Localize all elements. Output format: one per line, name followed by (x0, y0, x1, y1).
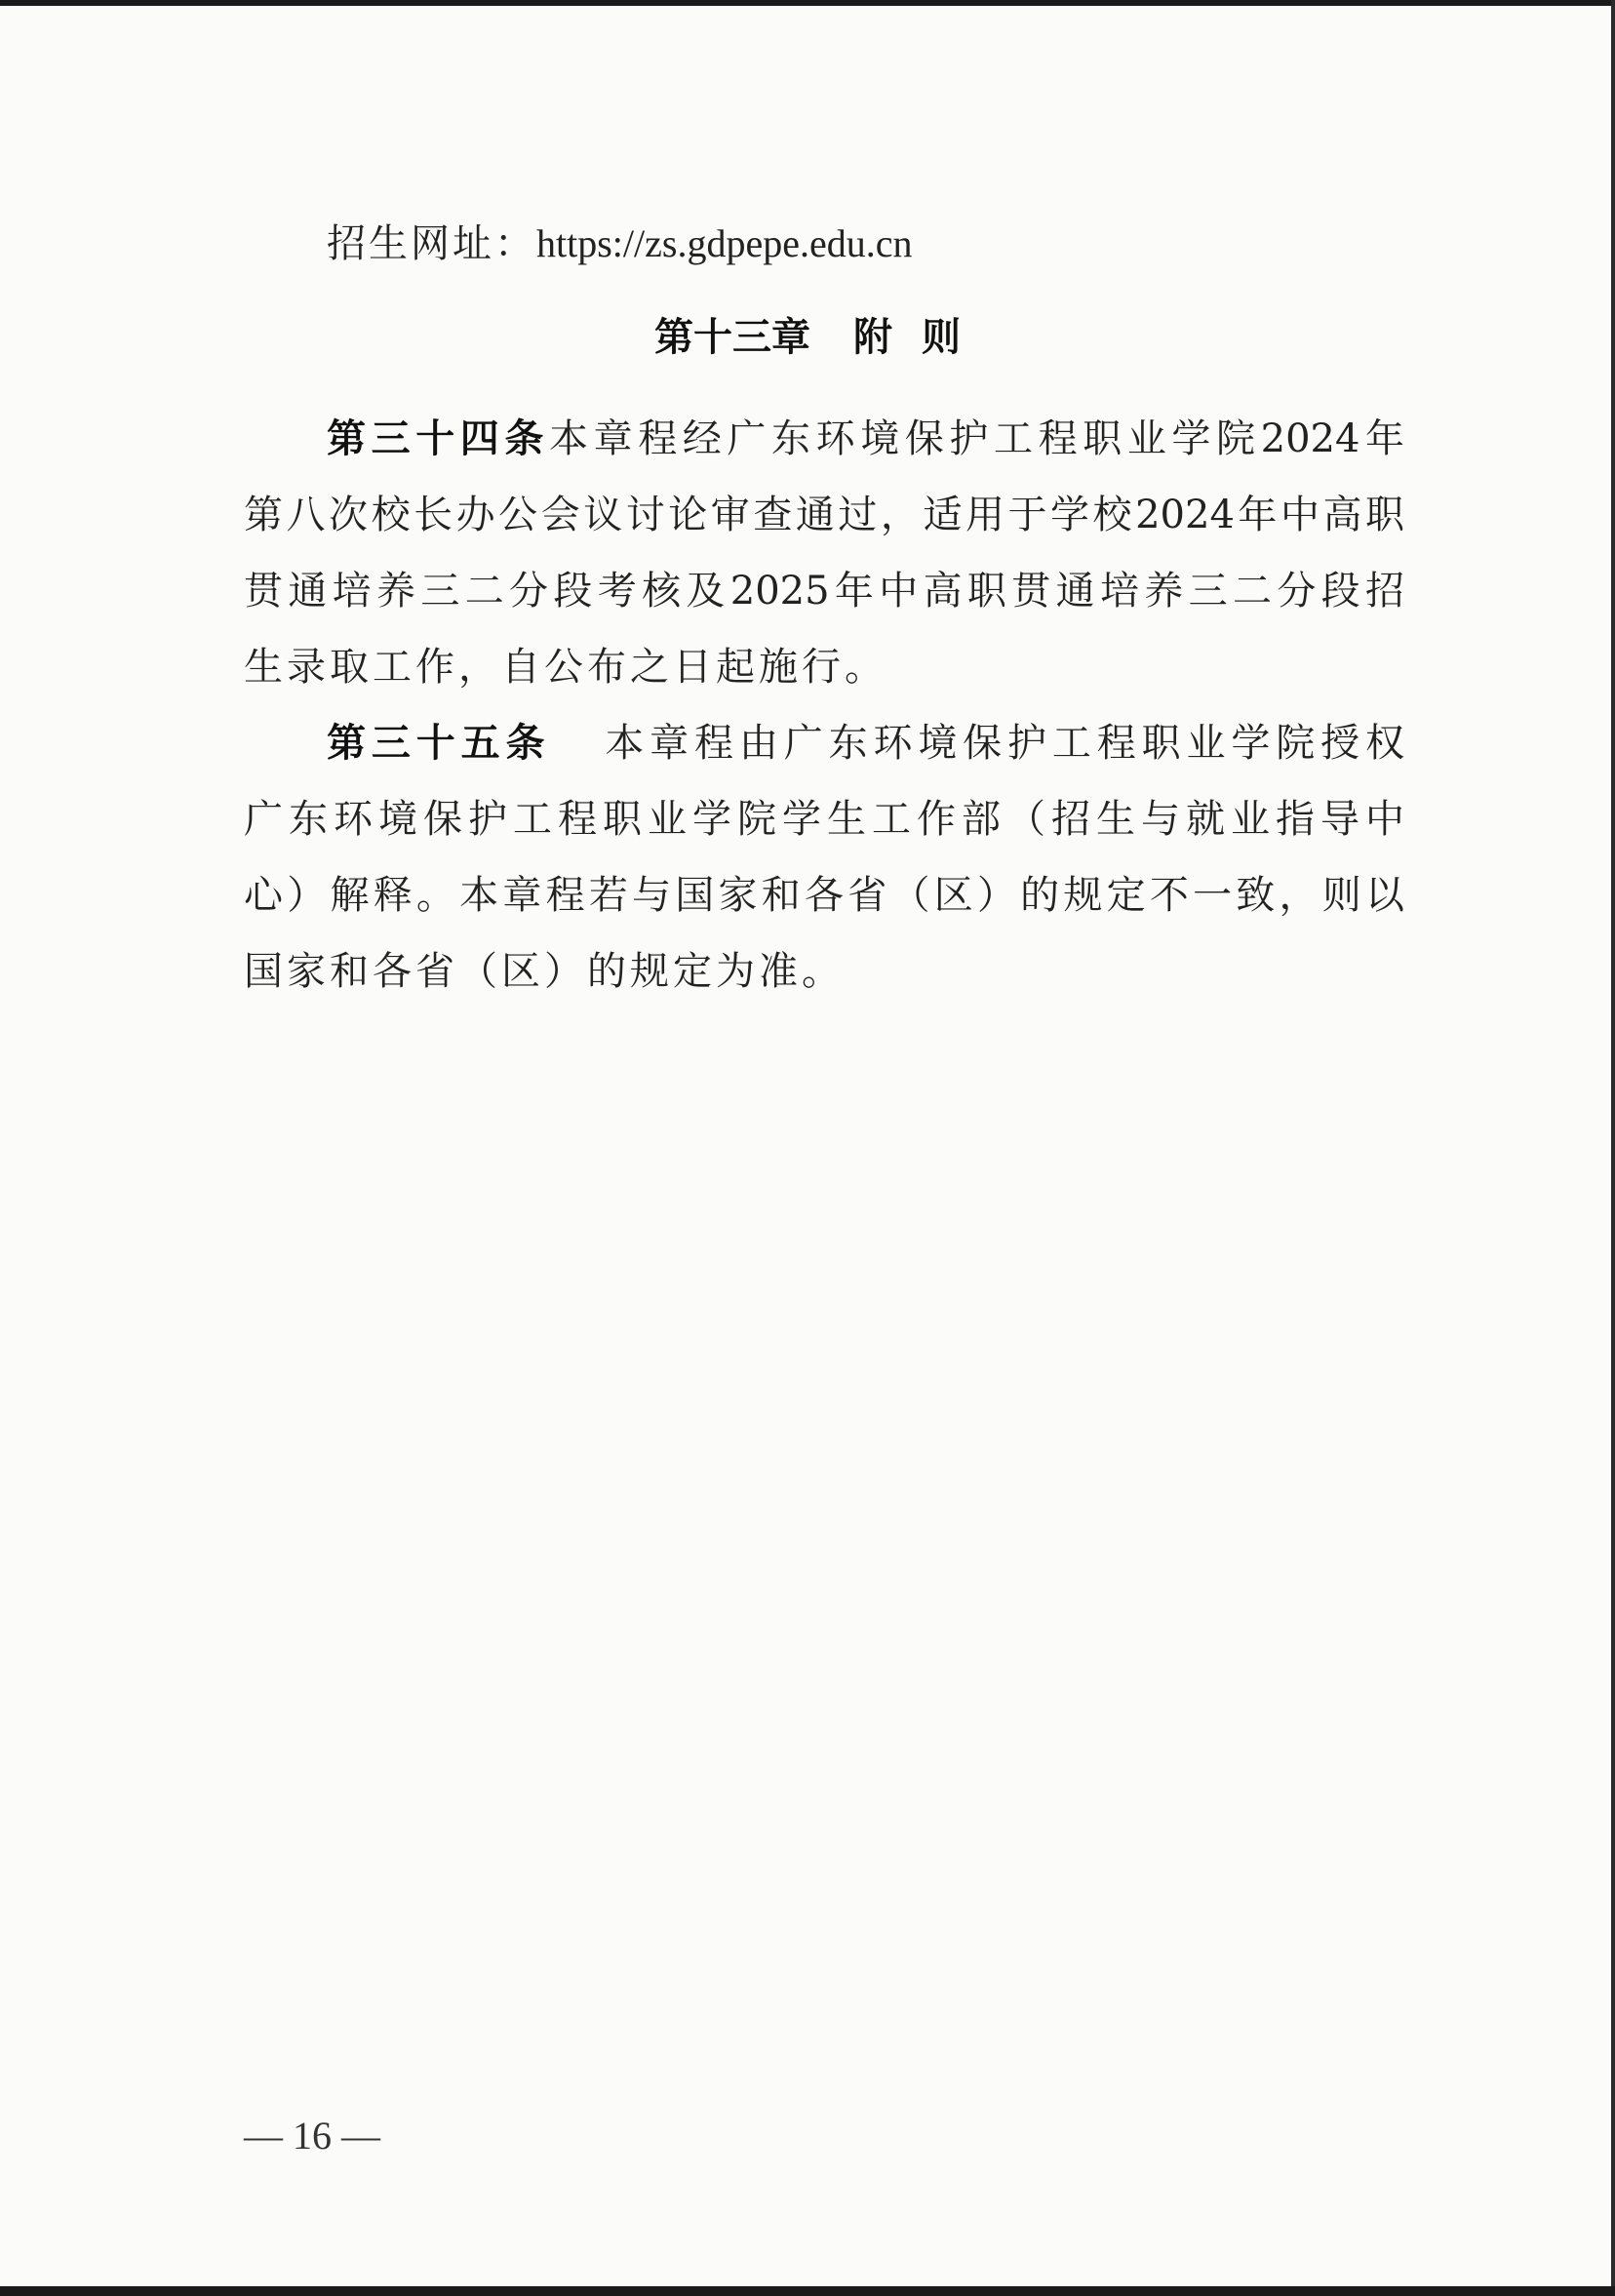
scan-edge-bottom (0, 2286, 1615, 2296)
chapter-title-part-1: 附 (853, 315, 892, 360)
admissions-url-line (327, 215, 1009, 273)
admissions-url-link[interactable]: https://zs.gdpepe.edu.cn (536, 221, 913, 265)
article-34-heading: 第三十四条 (327, 416, 550, 461)
article-35-line-3: 心）解释。本章程若与国家和各省（区）的规定不一致，则以 (244, 873, 1404, 918)
chapter-title-part-2: 则 (922, 315, 961, 360)
article-34-line-3: 贯通培养三二分段考核及2025年中高职贯通培养三二分段招 (244, 569, 1404, 614)
admissions-url-label: 招生网址： (327, 221, 536, 266)
article-34-line-1 (327, 410, 1404, 468)
article-35-heading: 第三十五条 (327, 721, 551, 766)
article-35-line-2: 广东环境保护工程职业学院学生工作部（招生与就业指导中 (244, 797, 1404, 842)
article-35-line-4: 国家和各省（区）的规定为准。 (244, 949, 845, 994)
chapter-number: 第十三章 (654, 315, 810, 360)
article-35-text-1: 本章程由广东环境保护工程职业学院授权 (599, 721, 1405, 766)
chapter-heading (0, 308, 1615, 367)
article-34-text-1: 本章程经广东环境保护工程职业学院2024年 (549, 416, 1405, 461)
scan-edge-top (0, 0, 1615, 6)
article-35-line-1 (327, 714, 1404, 772)
article-34-line-2: 第八次校长办公会议讨论审查通过，适用于学校2024年中高职 (244, 493, 1404, 537)
article-34-line-4: 生录取工作，自公布之日起施行。 (244, 645, 887, 690)
page-number: — 16 — (244, 2114, 380, 2157)
